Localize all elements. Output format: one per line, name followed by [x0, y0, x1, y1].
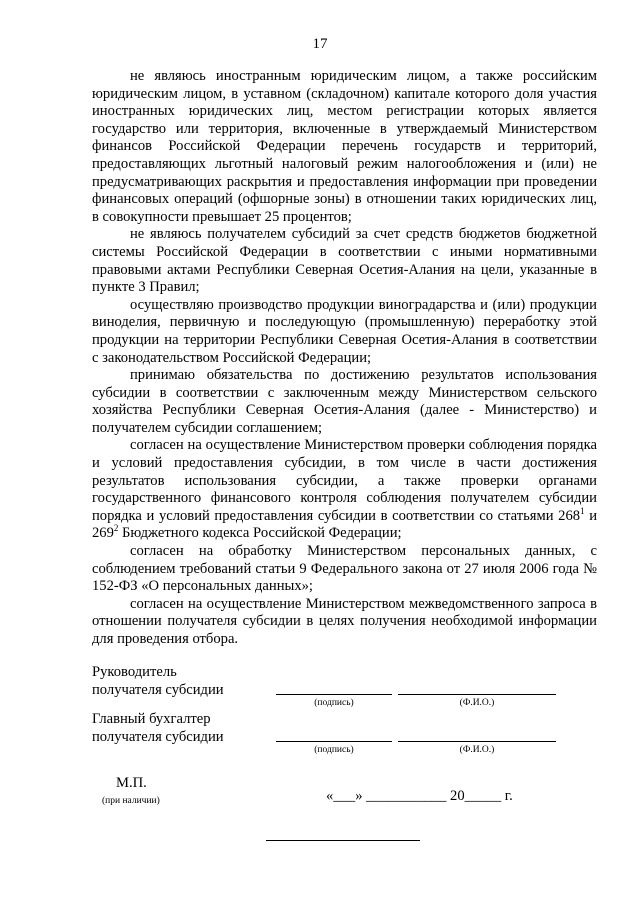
head-signature-caption: (подпись) [314, 698, 354, 708]
paragraph-control-consent [92, 437, 597, 543]
signatory-head-title: Руководитель [92, 664, 177, 680]
control-text-and: и 269 [92, 507, 597, 542]
signatory-head-label [92, 664, 224, 699]
paragraph-foreign-entity: не являюсь иностранным юридическим лицом, а также российским юридическим лицом, в уставном (складочном) капитале которого доля участия иностранных юридических лиц, местом регистрации которых является государство или территория, включенные в утверждаемый Министерством финансов Российской Федерации перечень государств и территорий, предоставляющих льготный налоговый режим налогообложения и (или) не предусматривающих раскрытия и предоставления информации при проведении финансовых операций (офшорные зоны) в отношении таких юридических лиц, в совокупности превышает 25 процентов; [92, 68, 597, 225]
signatory-accountant-subtitle: получателя субсидии [92, 728, 224, 745]
accountant-signature-caption: (подпись) [314, 745, 354, 755]
paragraph-production: осуществляю производство продукции виноградарства и (или) продукции виноделия, первичную и последующую (промышленную) переработку этой продукции на территории Республики Северная Осетия-Алания в соответствии с законодательством Российской Федерации; [92, 296, 597, 366]
article-268-superscript: 1 [580, 505, 585, 516]
head-signature-line[interactable] [276, 694, 392, 695]
page-number: 17 [312, 36, 328, 52]
paragraph-personal-data: согласен на обработку Министерством персональных данных, с соблюдением требований статьи 9 Федерального закона от 27 июля 2006 года № 152-ФЗ «О персональных данных»; [92, 543, 597, 595]
paragraph-interagency: согласен на осуществление Министерством межведомственного запроса в отношении получателя субсидии в целях получения необходимой информации для проведения отбора. [92, 595, 597, 647]
control-text: согласен на осуществление Министерством проверки соблюдения порядка и условий предоставления субсидии, в том числе в части достижения результатов использования субсидии, а также проверки органами государственного финансового контроля соблюдения получателем субсидии порядка и условий предоставления субсидии в соответствии со статьями 268 [92, 437, 597, 524]
signatory-accountant-label [92, 711, 224, 746]
accountant-signature-line[interactable] [276, 741, 392, 742]
accountant-name-caption: (Ф.И.О.) [459, 745, 495, 755]
stamp-note: (при наличии) [102, 796, 160, 806]
document-body [92, 68, 597, 649]
paragraph-no-other-subsidies: не являюсь получателем субсидий за счет средств бюджетов бюджетной системы Российской Федерации в соответствии с иными нормативными правовыми актами Республики Северная Осетия-Алания на цели, указанные в пункте 3 Правил; [92, 226, 597, 296]
stamp-label: М.П. [116, 775, 147, 791]
paragraph-obligations: принимаю обязательства по достижению результатов использования субсидии в соответствии с заключенным между Министерством сельского хозяйства Республики Северная Осетия-Алания (далее - Министерство) и получателем субсидии соглашением; [92, 367, 597, 436]
control-text-end: Бюджетного кодекса Российской Федерации; [118, 525, 402, 542]
signatory-head-subtitle: получателя субсидии [92, 681, 224, 698]
accountant-name-line[interactable] [398, 741, 556, 742]
date-line[interactable]: «___» ___________ 20_____ г. [326, 788, 513, 804]
head-name-line[interactable] [398, 694, 556, 695]
article-269-superscript: 2 [113, 523, 119, 534]
bottom-rule [266, 840, 420, 841]
signatory-accountant-title: Главный бухгалтер [92, 711, 211, 727]
head-name-caption: (Ф.И.О.) [459, 698, 495, 708]
